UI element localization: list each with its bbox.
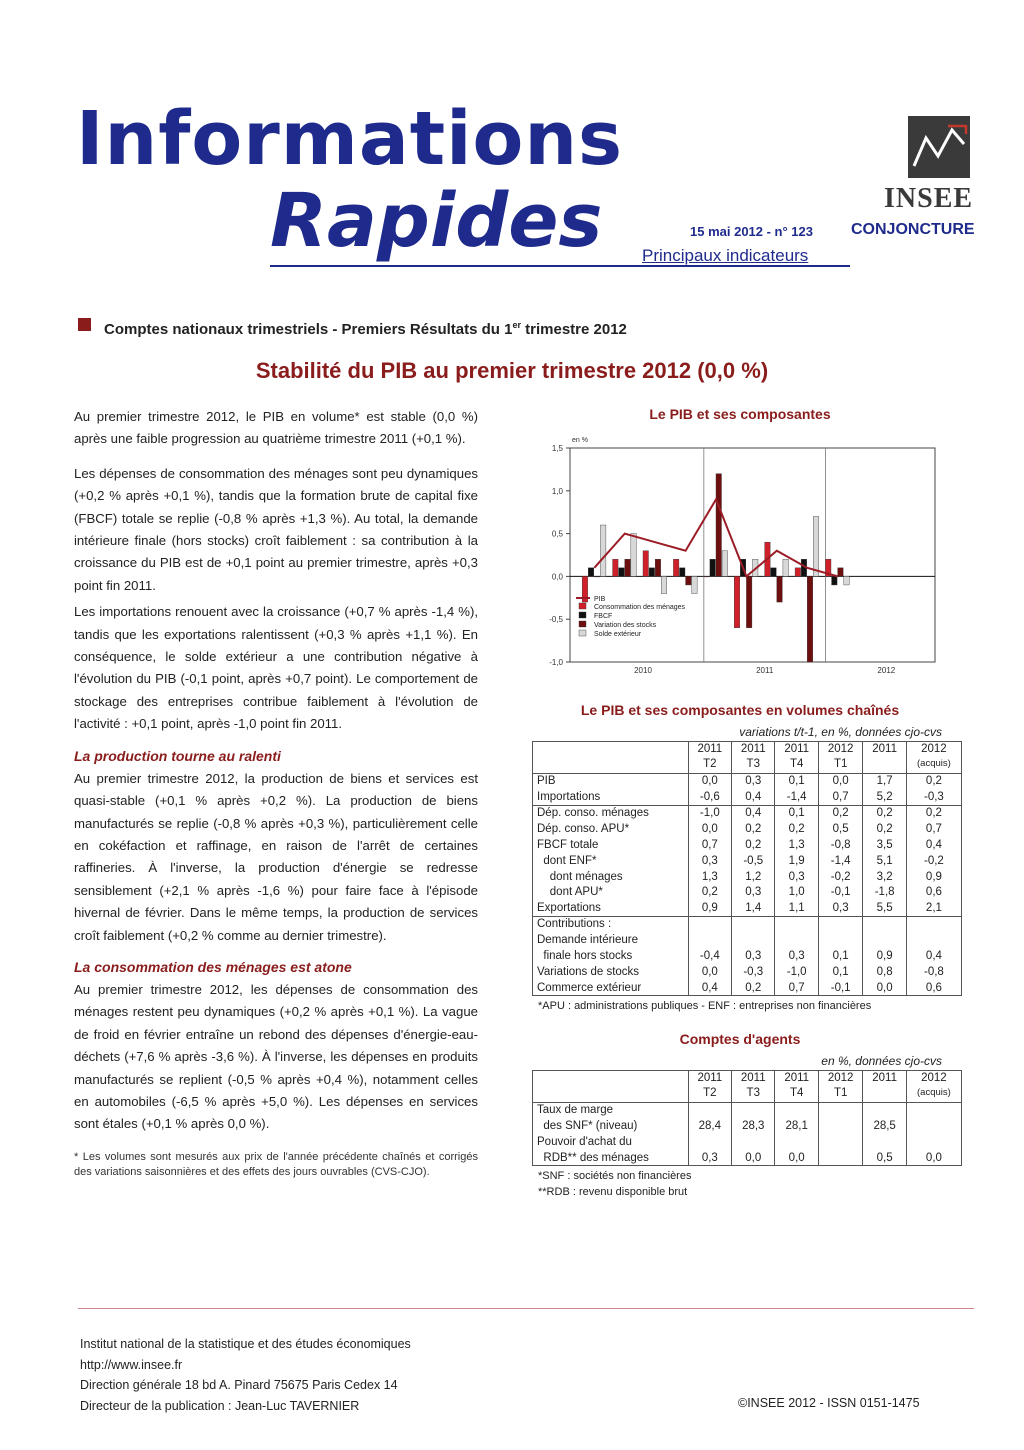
- table-cell: 0,2: [732, 837, 775, 853]
- table-header-blank: [533, 1071, 689, 1087]
- bar-0-3: [673, 559, 678, 576]
- table1-title: Le PIB et ses composantes en volumes chaînés: [580, 702, 900, 718]
- paragraph-consumption: Au premier trimestre 2012, les dépenses de consommation des ménages restent peu dynamiques (+0,2 % après +0,1 %). La vague de froid en février entraîne un rebond des dépenses d'énergie-eau-déchets (+7,6 % après -3,6 %). À l'inverse, les dépenses en produits manufacturés se replient (-0,5 % après +0,4 %), notamment celles en automobiles (-6,5 % après +5,0 %). Les dépenses en services sont étales (+0,1 % après 0,0 %).: [74, 981, 478, 1132]
- pib-chart: [530, 428, 950, 673]
- table-cell: 0,2: [906, 773, 961, 789]
- principaux-indicateurs-link[interactable]: Principaux indicateurs: [642, 246, 809, 265]
- table-cell: 0,4: [732, 805, 775, 821]
- table-header-year: 2011: [863, 1071, 906, 1087]
- table-cell: 0,0: [906, 1150, 961, 1166]
- bar-2-8: [838, 568, 843, 577]
- footer-director: Directeur de la publication : Jean-Luc TAVERNIER: [80, 1398, 360, 1413]
- paragraph-trade: Les importations renouent avec la croissance (+0,7 % après -1,4 %), tandis que les exportations ralentissent (+0,3 % après +1,1 %). En conséquence, le solde extérieur a une contribution négative à l'évolution du PIB (-0,1 point, après +0,7 point). Le comportement de stockage des entreprises contribue faiblement à l'évolution de l'activité : +0,1 point, après -1,0 point fin 2011.: [74, 604, 478, 732]
- chart-title: Le PIB et ses composantes: [649, 406, 831, 422]
- table-cell: 1,3: [688, 869, 731, 885]
- table-cell: 0,3: [732, 948, 775, 964]
- table-cell: 0,9: [863, 948, 906, 964]
- legend-label-1: FBCF: [594, 613, 613, 620]
- table-cell: 0,5: [863, 1150, 906, 1166]
- table-header-quarter: (acquis): [906, 1086, 961, 1102]
- table2-title: Comptes d'agents: [679, 1031, 801, 1047]
- row-label: Dép. conso. ménages: [533, 805, 689, 821]
- table-cell: 0,3: [732, 773, 775, 789]
- table-header-quarter: T3: [732, 1086, 775, 1102]
- table-row: [533, 773, 962, 789]
- table-cell: 0,3: [775, 869, 818, 885]
- table-header-quarter: T1: [818, 1086, 863, 1102]
- subheading-consumption: La consommation des ménages est atone: [74, 958, 352, 975]
- table-row: [533, 789, 962, 805]
- table-cell: 1,7: [863, 773, 906, 789]
- table2-unit: en %, données cjo-cvs: [821, 1054, 942, 1068]
- row-label: Variations de stocks: [533, 964, 689, 980]
- bar-3-1: [631, 534, 636, 577]
- row-label: Exportations: [533, 900, 689, 916]
- table-cell: 0,8: [863, 964, 906, 980]
- table-cell: -1,0: [775, 964, 818, 980]
- table-cell: 0,4: [906, 837, 961, 853]
- table-cell: -0,1: [818, 980, 863, 996]
- row-label: Pouvoir d'achat du: [533, 1134, 689, 1150]
- table-header-year: 2011: [732, 1071, 775, 1087]
- bar-0-4: [704, 576, 709, 577]
- table-cell: -0,1: [818, 885, 863, 901]
- footer-institute: Institut national de la statistique et des études économiques: [80, 1337, 411, 1351]
- table-header-quarter: (acquis): [906, 757, 961, 773]
- table-cell: -0,3: [906, 789, 961, 805]
- table-cell: 5,5: [863, 900, 906, 916]
- table-cell: 0,2: [775, 821, 818, 837]
- legend-swatch-0: [579, 603, 586, 609]
- table-cell: 0,0: [863, 980, 906, 996]
- legend-swatch-2: [579, 621, 586, 627]
- bar-0-1: [613, 559, 618, 576]
- table-cell: 0,2: [906, 805, 961, 821]
- table-cell: 0,3: [775, 948, 818, 964]
- table-header-year: 2011: [688, 742, 731, 758]
- table-cell: 0,7: [818, 789, 863, 805]
- table-header-quarter: T2: [688, 1086, 731, 1102]
- row-label: des SNF* (niveau): [533, 1118, 689, 1134]
- row-label: Importations: [533, 789, 689, 805]
- legend-label-3: Solde extérieur: [594, 631, 642, 638]
- table-header-blank: [533, 742, 689, 758]
- table-cell: 0,6: [906, 885, 961, 901]
- bar-2-6: [777, 576, 782, 602]
- table1-grid: [532, 741, 962, 996]
- table-header-quarter: T4: [775, 1086, 818, 1102]
- table2-note-rdb: **RDB : revenu disponible brut: [538, 1186, 688, 1198]
- table-cell: 28,4: [688, 1118, 731, 1134]
- table-cell: -0,4: [688, 948, 731, 964]
- table-cell: 0,7: [775, 980, 818, 996]
- bar-2-1: [625, 559, 630, 576]
- table-cell: 1,4: [732, 900, 775, 916]
- table-cell: -1,4: [818, 853, 863, 869]
- table-row: [533, 821, 962, 837]
- table-cell: 0,9: [906, 869, 961, 885]
- table-cell: 1,9: [775, 853, 818, 869]
- x-year-label: 2012: [877, 666, 896, 673]
- footer-rule: [78, 1308, 974, 1309]
- bar-3-7: [813, 516, 818, 576]
- paragraph-demand: Les dépenses de consommation des ménages sont peu dynamiques (+0,2 % après +0,1 %), tandis que la formation brute de capital fixe (FBCF) totale se replie (-0,8 % après +1,3 %). Au total, la demande intérieure finale (hors stocks) croît faiblement : sa contribution à la croissance du PIB est de +0,1 point au premier trimestre, après +0,3 point fin 2011.: [74, 465, 478, 593]
- row-label: finale hors stocks: [533, 948, 689, 964]
- copyright: ©INSEE 2012 - ISSN 0151-1475: [738, 1396, 920, 1410]
- row-label: Commerce extérieur: [533, 980, 689, 996]
- table-row: [533, 869, 962, 885]
- legend-swatch-3: [579, 630, 586, 636]
- bar-1-3: [680, 568, 685, 577]
- footer-website-link[interactable]: http://www.insee.fr: [80, 1357, 183, 1372]
- row-label: Taux de marge: [533, 1102, 689, 1118]
- x-year-label: 2010: [634, 666, 652, 673]
- table-row: [533, 885, 962, 901]
- bar-2-3: [686, 576, 691, 585]
- table-cell: 0,0: [775, 1150, 818, 1166]
- table-cell: 0,7: [906, 821, 961, 837]
- bar-3-0: [600, 525, 605, 576]
- table-row: [533, 932, 962, 948]
- table-cell: 0,1: [775, 805, 818, 821]
- y-tick-label: 0,0: [551, 572, 563, 582]
- table-cell: -0,8: [906, 964, 961, 980]
- footer-block: [80, 1334, 411, 1416]
- table-cell: 28,1: [775, 1118, 818, 1134]
- row-label: dont APU*: [533, 885, 689, 901]
- table-row: [533, 948, 962, 964]
- table-header-year: 2011: [863, 742, 906, 758]
- table-cell: 0,3: [688, 853, 731, 869]
- bar-0-7: [795, 568, 800, 577]
- table-cell: 0,9: [688, 900, 731, 916]
- table1-unit: variations t/t-1, en %, données cjo-cvs: [739, 725, 942, 739]
- table-cell: [818, 1118, 863, 1134]
- table-row: [533, 1150, 962, 1166]
- table-header-quarter: T1: [818, 757, 863, 773]
- bar-2-4: [716, 474, 721, 577]
- y-tick-label: 1,0: [551, 486, 563, 496]
- table-row: [533, 1134, 962, 1150]
- table-cell: 0,3: [732, 885, 775, 901]
- table-cell: 0,4: [906, 948, 961, 964]
- table-cell: 0,0: [688, 964, 731, 980]
- table-row: [533, 853, 962, 869]
- table-cell: 0,2: [863, 821, 906, 837]
- row-label: Dép. conso. APU*: [533, 821, 689, 837]
- table-header-quarter: T2: [688, 757, 731, 773]
- issue-number: 15 mai 2012 - n° 123: [690, 224, 813, 239]
- paragraph-intro: Au premier trimestre 2012, le PIB en volume* est stable (0,0 %) après une faible progression au quatrième trimestre 2011 (+0,1 %).: [74, 409, 478, 447]
- table-row: [533, 900, 962, 916]
- row-label: FBCF totale: [533, 837, 689, 853]
- table2-note-snf: *SNF : sociétés non financières: [538, 1170, 692, 1182]
- table-header-quarter: [863, 1086, 906, 1102]
- table-header-year: 2011: [688, 1071, 731, 1087]
- row-label: Contributions :: [533, 916, 689, 932]
- table-row: [533, 1118, 962, 1134]
- bar-1-1: [619, 568, 624, 577]
- body-text-column: [74, 406, 478, 1185]
- table-header-quarter: T4: [775, 757, 818, 773]
- row-label: dont ENF*: [533, 853, 689, 869]
- bar-0-2: [643, 551, 648, 577]
- table-cell: -0,2: [906, 853, 961, 869]
- table-row: [533, 964, 962, 980]
- table-cell: 1,1: [775, 900, 818, 916]
- table-cell: 0,2: [863, 805, 906, 821]
- table-cell: 0,0: [688, 773, 731, 789]
- section-title: Comptes nationaux trimestriels - Premiers Résultats du 1er trimestre 2012: [104, 320, 627, 338]
- table-cell: -0,2: [818, 869, 863, 885]
- table-cell: 0,6: [906, 980, 961, 996]
- bar-3-6: [783, 559, 788, 576]
- masthead-subtitle-rapides: Rapides: [270, 178, 603, 264]
- footnote: * Les volumes sont mesurés aux prix de l'année précédente chaînés et corrigés des variations saisonnières et des effets des jours ouvrables (CVS-CJO).: [74, 1150, 478, 1179]
- table-cell: -0,6: [688, 789, 731, 805]
- table-cell: 5,2: [863, 789, 906, 805]
- table-cell: 3,2: [863, 869, 906, 885]
- table-cell: 0,3: [688, 1150, 731, 1166]
- table-header-year: 2012: [818, 1071, 863, 1087]
- category-label: CONJONCTURE: [851, 221, 975, 238]
- paragraph-production: Au premier trimestre 2012, la production de biens et services est quasi-stable (+0,1 % après +0,2 %). La production de biens manufacturés se replie (-0,8 % après +0,3 %), particulièrement celle en cokéfaction et raffinage, en raison de l'arrêt de certaines raffineries. À l'inverse, la production d'énergie se redresse sensiblement (+2,1 % après -1,6 %) pour faire face à l'épisode hivernal de février. Dans le même temps, la production de services croît faiblement (+0,2 % comme au dernier trimestre).: [74, 770, 478, 943]
- table-cell: 0,4: [732, 789, 775, 805]
- table-row: [533, 805, 962, 821]
- bar-2-7: [807, 576, 812, 662]
- bar-1-4: [710, 559, 715, 576]
- table-cell: 0,2: [688, 885, 731, 901]
- table-header-quarter: T3: [732, 757, 775, 773]
- table-row: [533, 837, 962, 853]
- table-header-year: 2011: [732, 742, 775, 758]
- table1-note: *APU : administrations publiques - ENF : entreprises non financières: [538, 1000, 872, 1012]
- table-cell: -1,8: [863, 885, 906, 901]
- table-cell: 2,1: [906, 900, 961, 916]
- table-cell: 1,3: [775, 837, 818, 853]
- table-cell: -0,3: [732, 964, 775, 980]
- table-cell: 0,1: [775, 773, 818, 789]
- table-cell: 3,5: [863, 837, 906, 853]
- bar-3-3: [692, 576, 697, 593]
- table-header-year: 2012: [906, 742, 961, 758]
- table-cell: 0,0: [732, 1150, 775, 1166]
- bar-2-0: [594, 576, 599, 577]
- table-cell: 1,2: [732, 869, 775, 885]
- row-label: Demande intérieure: [533, 932, 689, 948]
- bar-2-2: [655, 559, 660, 576]
- row-label: PIB: [533, 773, 689, 789]
- table-cell: 0,3: [818, 900, 863, 916]
- table-header-year: 2011: [775, 1071, 818, 1087]
- bar-3-8: [844, 576, 849, 585]
- bar-2-5: [746, 576, 751, 627]
- bar-1-0: [588, 568, 593, 577]
- bar-3-2: [661, 576, 666, 593]
- bar-1-2: [649, 568, 654, 577]
- table-cell: 0,0: [818, 773, 863, 789]
- y-tick-label: -0,5: [549, 615, 563, 625]
- subheading-production: La production tourne au ralenti: [74, 747, 281, 764]
- table-cell: 0,2: [732, 980, 775, 996]
- table-cell: -1,0: [688, 805, 731, 821]
- table-cell: -0,8: [818, 837, 863, 853]
- bar-3-4: [722, 551, 727, 577]
- row-label: RDB** des ménages: [533, 1150, 689, 1166]
- table-cell: 28,3: [732, 1118, 775, 1134]
- table-cell: 1,0: [775, 885, 818, 901]
- table-row: [533, 1102, 962, 1118]
- insee-logo-icon: [908, 116, 970, 178]
- table-cell: 28,5: [863, 1118, 906, 1134]
- table-cell: 0,1: [818, 948, 863, 964]
- footer-address: Direction générale 18 bd A. Pinard 75675 Paris Cedex 14: [80, 1378, 398, 1392]
- table-cell: -1,4: [775, 789, 818, 805]
- section-marker: [78, 318, 91, 331]
- table2-grid: [532, 1070, 962, 1166]
- headline: Stabilité du PIB au premier trimestre 2012 (0,0 %): [255, 358, 769, 383]
- x-year-label: 2011: [756, 666, 774, 673]
- table-row: [533, 916, 962, 932]
- plot-area: [570, 448, 935, 662]
- y-axis-label: en %: [572, 437, 588, 444]
- table-cell: 0,0: [688, 821, 731, 837]
- table-cell: 0,1: [818, 964, 863, 980]
- table-cell: 5,1: [863, 853, 906, 869]
- table-header-quarter: [863, 757, 906, 773]
- masthead-title: Informations: [76, 96, 624, 182]
- table-cell: -0,5: [732, 853, 775, 869]
- table-cell: [906, 1118, 961, 1134]
- y-tick-label: -1,0: [549, 658, 563, 667]
- table-header-year: 2012: [906, 1071, 961, 1087]
- legend-label-2: Variation des stocks: [594, 622, 657, 629]
- legend-label-pib: PIB: [594, 596, 606, 603]
- table-cell: 0,7: [688, 837, 731, 853]
- bar-0-5: [734, 576, 739, 627]
- legend-swatch-1: [579, 612, 586, 618]
- y-tick-label: 1,5: [551, 444, 563, 453]
- table-cell: 0,4: [688, 980, 731, 996]
- table-header-year: 2012: [818, 742, 863, 758]
- y-tick-label: 0,5: [551, 529, 563, 539]
- bar-1-6: [771, 568, 776, 577]
- table-cell: 0,5: [818, 821, 863, 837]
- table-cell: 0,2: [732, 821, 775, 837]
- bar-1-8: [832, 576, 837, 585]
- insee-logo-text: INSEE: [884, 183, 974, 214]
- table-header-year: 2011: [775, 742, 818, 758]
- table-cell: 0,2: [818, 805, 863, 821]
- row-label: dont ménages: [533, 869, 689, 885]
- table-cell: [818, 1150, 863, 1166]
- table-row: [533, 980, 962, 996]
- legend-label-0: Consommation des ménages: [594, 604, 686, 611]
